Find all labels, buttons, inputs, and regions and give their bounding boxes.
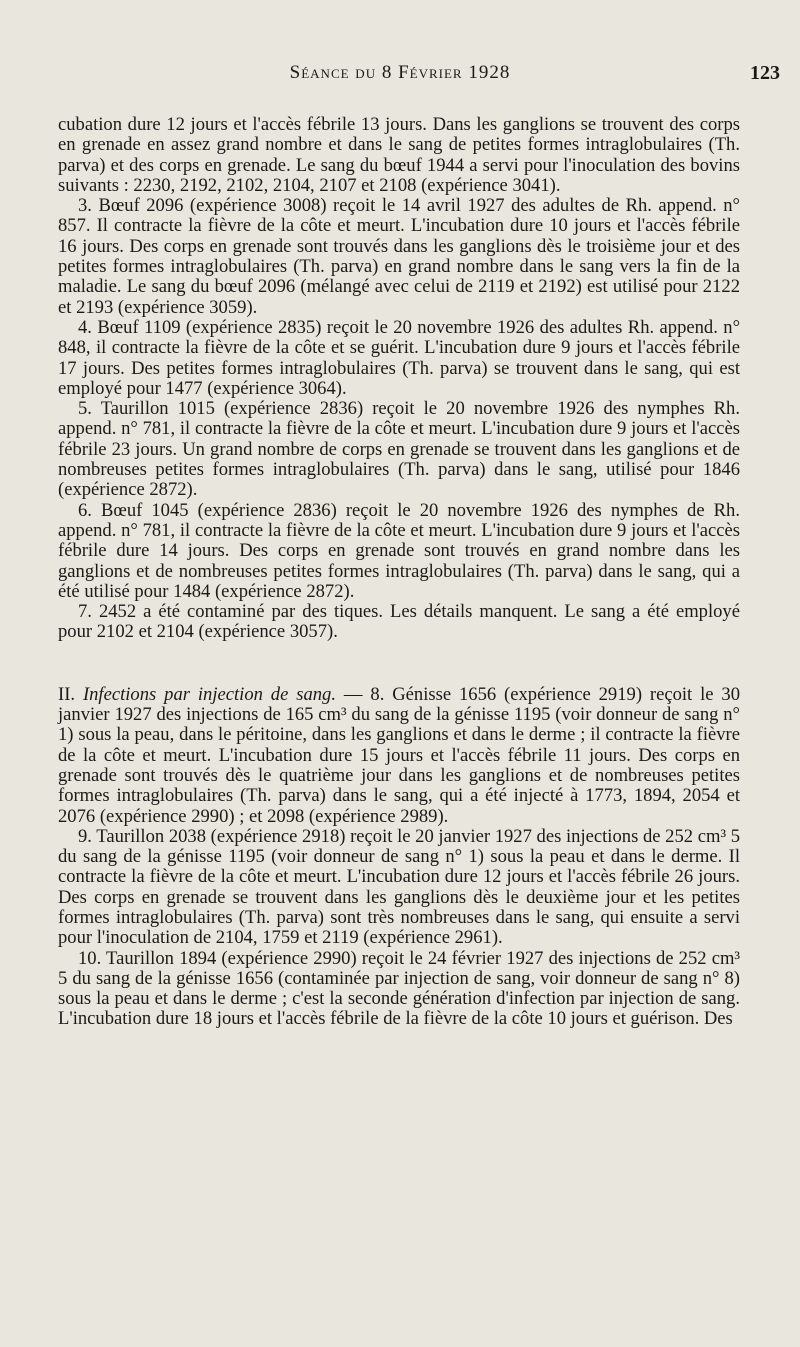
paragraph-case-4: 4. Bœuf 1109 (expérience 2835) reçoit le 20 novembre 1926 des adultes Rh. append. n° 848, il contracte la fièvre de la côte et se guérit. L'incubation dure 9 jours et l'accès fébrile 17 jours. Des petites formes intraglobulaires (Th. parva) se trouvent dans le sang, qui est employé pour 1477 (expérience 3064). <box>58 316 740 399</box>
body-text <box>58 115 740 1030</box>
paragraph-case-8: 8. Génisse 1656 (expérience 2919) reçoit le 30 janvier 1927 des injections de 165 cm³ du sang de la génisse 1195 (voir donneur de sang n° 1) sous la peau, dans le péritoine, dans les ganglions et dans le derme ; il contracte la fièvre de la côte et meurt. L'incubation dure 15 jours et l'accès fébrile 11 jours. Des corps en grenade sont trouvés dès le quatrième jour dans les ganglions et de nombreuses petites formes intraglobulaires (Th. parva) dans le sang, qui a été injecté à 1773, 1894, 2054 et 2076 (expérience 2990) ; et 2098 (expérience 2989). <box>58 683 740 827</box>
paragraph-case-10: 10. Taurillon 1894 (expérience 2990) reçoit le 24 février 1927 des injections de 252 cm³ 5 du sang de la génisse 1656 (contaminée par injection de sang, voir donneur de sang n° 8) sous la peau et dans le derme ; c'est la seconde génération d'infection par injection de sang. L'incubation dure 18 jours et l'accès fébrile de la fièvre de la côte 10 jours et guérison. Des <box>58 947 740 1030</box>
paragraph-continuation: cubation dure 12 jours et l'accès fébrile 13 jours. Dans les ganglions se trouvent des corps en grenade en assez grand nombre et dans le sang de petites formes intraglobulaires (Th. parva) et des corps en grenade. Le sang du bœuf 1944 a servi pour l'inoculation des bovins suivants : 2230, 2192, 2102, 2104, 2107 et 2108 (expérience 3041). <box>58 114 740 196</box>
section-paragraph-case-8 <box>58 685 740 827</box>
page-header <box>0 62 800 92</box>
section-title: Infections par injection de sang. <box>82 683 337 705</box>
running-head: Séance du 8 Février 1928 <box>289 62 511 83</box>
paragraph-case-7: 7. 2452 a été contaminé par des tiques. Les détails manquent. Le sang a été employé pour 2102 et 2104 (expérience 3057). <box>58 601 740 643</box>
paragraph-case-3: 3. Bœuf 2096 (expérience 3008) reçoit le 14 avril 1927 des adultes de Rh. append. n° 857. Il contracte la fièvre de la côte et meurt. L'incubation dure 10 jours et l'accès fébrile 16 jours. Des corps en grenade sont trouvés dans les ganglions dès le troisième jour et des petites formes intraglobulaires (Th. parva) en grand nombre dans le sang vers la fin de la maladie. Le sang du bœuf 2096 (mélangé avec celui de 2119 et 2192) est utilisé pour 2122 et 2193 (expérience 3059). <box>58 195 740 318</box>
section-dash: — <box>343 683 363 705</box>
paragraph-case-9: 9. Taurillon 2038 (expérience 2918) reçoit le 20 janvier 1927 des injections de 252 cm³ 5 du sang de la génisse 1195 (voir donneur de sang n° 1) sous la peau et dans le derme. Il contracte la fièvre de la côte et meurt. L'incubation dure 12 jours et l'accès fébrile 26 jours. Des corps en grenade se trouvent dans les ganglions dès le deuxième jour et les petites formes intraglobulaires (Th. parva) sont très nombreuses dans le sang, qui ensuite a servi pour l'inoculation de 2104, 1759 et 2119 (expérience 2961). <box>58 825 740 949</box>
paragraph-case-5: 5. Taurillon 1015 (expérience 2836) reçoit le 20 novembre 1926 des nymphes Rh. append. n° 781, il contracte la fièvre de la côte et meurt. L'incubation dure 9 jours et l'accès fébrile 23 jours. Un grand nombre de corps en grenade se trouvent dans les ganglions et de nombreuses petites formes intraglobulaires (Th. parva) dans le sang, utilisé pour 1846 (expérience 2872). <box>58 398 740 501</box>
paragraph-case-6: 6. Bœuf 1045 (expérience 2836) reçoit le 20 novembre 1926 des nymphes de Rh. append. n° 781, il contracte la fièvre de la côte et meurt. L'incubation dure 9 jours et l'accès fébrile dure 14 jours. Des corps en grenade sont trouvés en grand nombre dans les ganglions et de nombreuses petites formes intraglobulaires (Th. parva) dans le sang, qui a été utilisé pour 1484 (expérience 2872). <box>58 499 740 602</box>
section-number: II. <box>58 683 76 705</box>
page-number: 123 <box>750 62 780 84</box>
